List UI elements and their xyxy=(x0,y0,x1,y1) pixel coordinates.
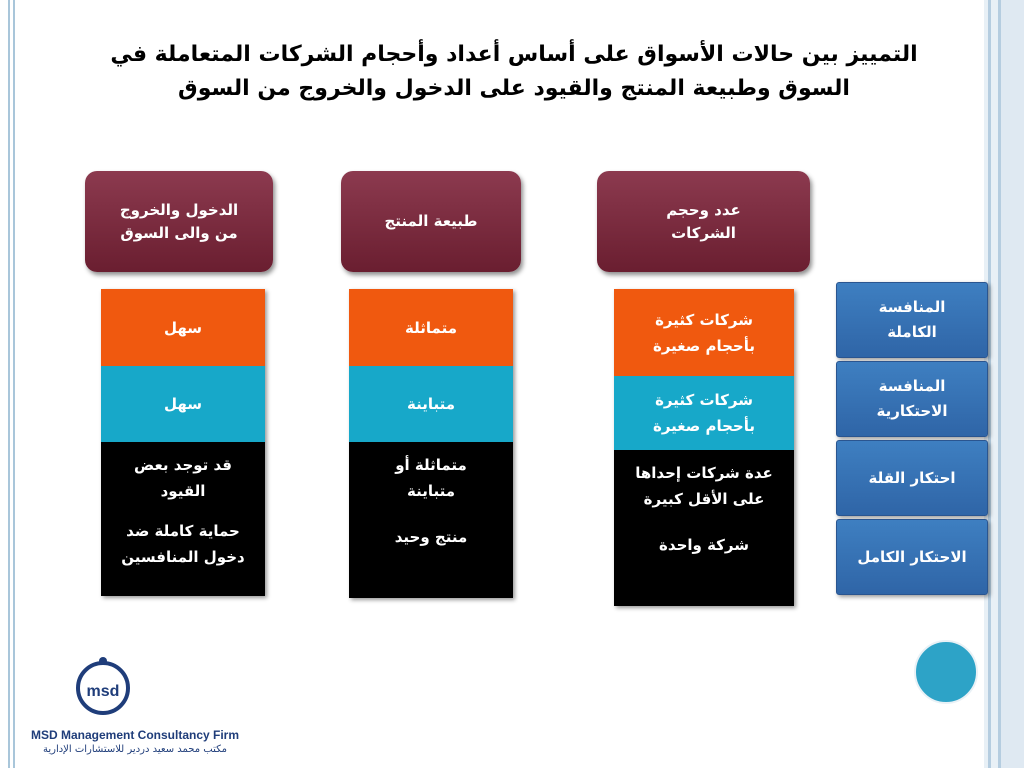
decorative-circle xyxy=(914,640,978,704)
column-entry-exit xyxy=(101,289,265,596)
market-type-monopoly xyxy=(836,519,988,595)
market-type-text: الاحتكار الكامل xyxy=(857,547,967,566)
cell-text: عدة شركات إحداها xyxy=(635,464,773,482)
cell-text: متباينة xyxy=(406,482,456,500)
header-entry-exit xyxy=(85,171,273,272)
header-firms-line-2: الشركات xyxy=(671,223,736,242)
cell-text: بأحجام صغيرة xyxy=(653,336,756,355)
cell-text: حماية كاملة ضد xyxy=(126,522,240,540)
cell-text: متماثلة أو xyxy=(395,456,467,474)
header-firms-line-1: عدد وحجم xyxy=(666,200,741,219)
cell-text: القيود xyxy=(160,482,206,500)
market-types-list xyxy=(836,282,988,598)
logo-lettering: msd xyxy=(86,683,120,700)
cell-entry-perfect xyxy=(101,289,265,366)
left-border-line xyxy=(8,0,10,768)
market-type-text: احتكار القلة xyxy=(868,468,956,487)
market-type-oligopoly xyxy=(836,440,988,516)
left-border-line xyxy=(13,0,15,768)
header-entry-line-2: من والى السوق xyxy=(120,223,238,242)
company-name-english: MSD Management Consultancy Firm xyxy=(30,728,240,742)
cell-text: متماثلة xyxy=(405,318,457,337)
cell-entry-oligopoly-monopoly xyxy=(101,442,265,596)
column-firms-number-size xyxy=(614,289,794,606)
cell-text: سهل xyxy=(163,395,203,413)
right-decorative-stripe xyxy=(984,0,1024,768)
title-line-2: السوق وطبيعة المنتج والقيود على الدخول والخروج من السوق xyxy=(178,76,850,101)
market-type-text: الكاملة xyxy=(887,323,937,341)
header-entry-line-1: الدخول والخروج xyxy=(119,200,239,219)
header-product-nature xyxy=(341,171,521,272)
slide-title xyxy=(40,38,988,106)
cell-text: دخول المنافسين xyxy=(121,548,245,566)
cell-text: شركة واحدة xyxy=(659,536,749,554)
cell-text: شركات كثيرة xyxy=(655,310,753,329)
column-product-nature xyxy=(349,289,513,598)
cell-product-monopolistic xyxy=(349,366,513,442)
market-type-text: الاحتكارية xyxy=(876,402,948,420)
title-line-1: التمييز بين حالات الأسواق على أساس أعداد وأحجام الشركات المتعاملة في xyxy=(110,42,918,67)
header-product-line-1: طبيعة المنتج xyxy=(384,212,478,230)
market-type-perfect-competition xyxy=(836,282,988,358)
cell-firms-monopolistic xyxy=(614,376,794,450)
cell-text: قد توجد بعض xyxy=(134,456,233,474)
cell-text: متباينة xyxy=(406,395,456,413)
cell-firms-perfect xyxy=(614,289,794,376)
cell-text: على الأقل كبيرة xyxy=(643,490,765,508)
cell-text: سهل xyxy=(163,318,203,337)
header-firms-number-size xyxy=(597,171,810,272)
cell-text: منتج وحيد xyxy=(394,528,468,546)
cell-text: شركات كثيرة xyxy=(655,391,753,409)
market-type-text: المنافسة xyxy=(878,377,946,395)
cell-text: بأحجام صغيرة xyxy=(653,417,756,435)
cell-firms-oligopoly-monopoly xyxy=(614,450,794,606)
company-name-arabic: مكتب محمد سعيد دردير للاستشارات الإدارية xyxy=(42,744,228,755)
cell-product-oligopoly-monopoly xyxy=(349,442,513,598)
market-type-text: المنافسة xyxy=(878,298,946,316)
msd-logo xyxy=(72,654,134,724)
cell-product-perfect xyxy=(349,289,513,366)
market-type-monopolistic-competition xyxy=(836,361,988,437)
cell-entry-monopolistic xyxy=(101,366,265,442)
